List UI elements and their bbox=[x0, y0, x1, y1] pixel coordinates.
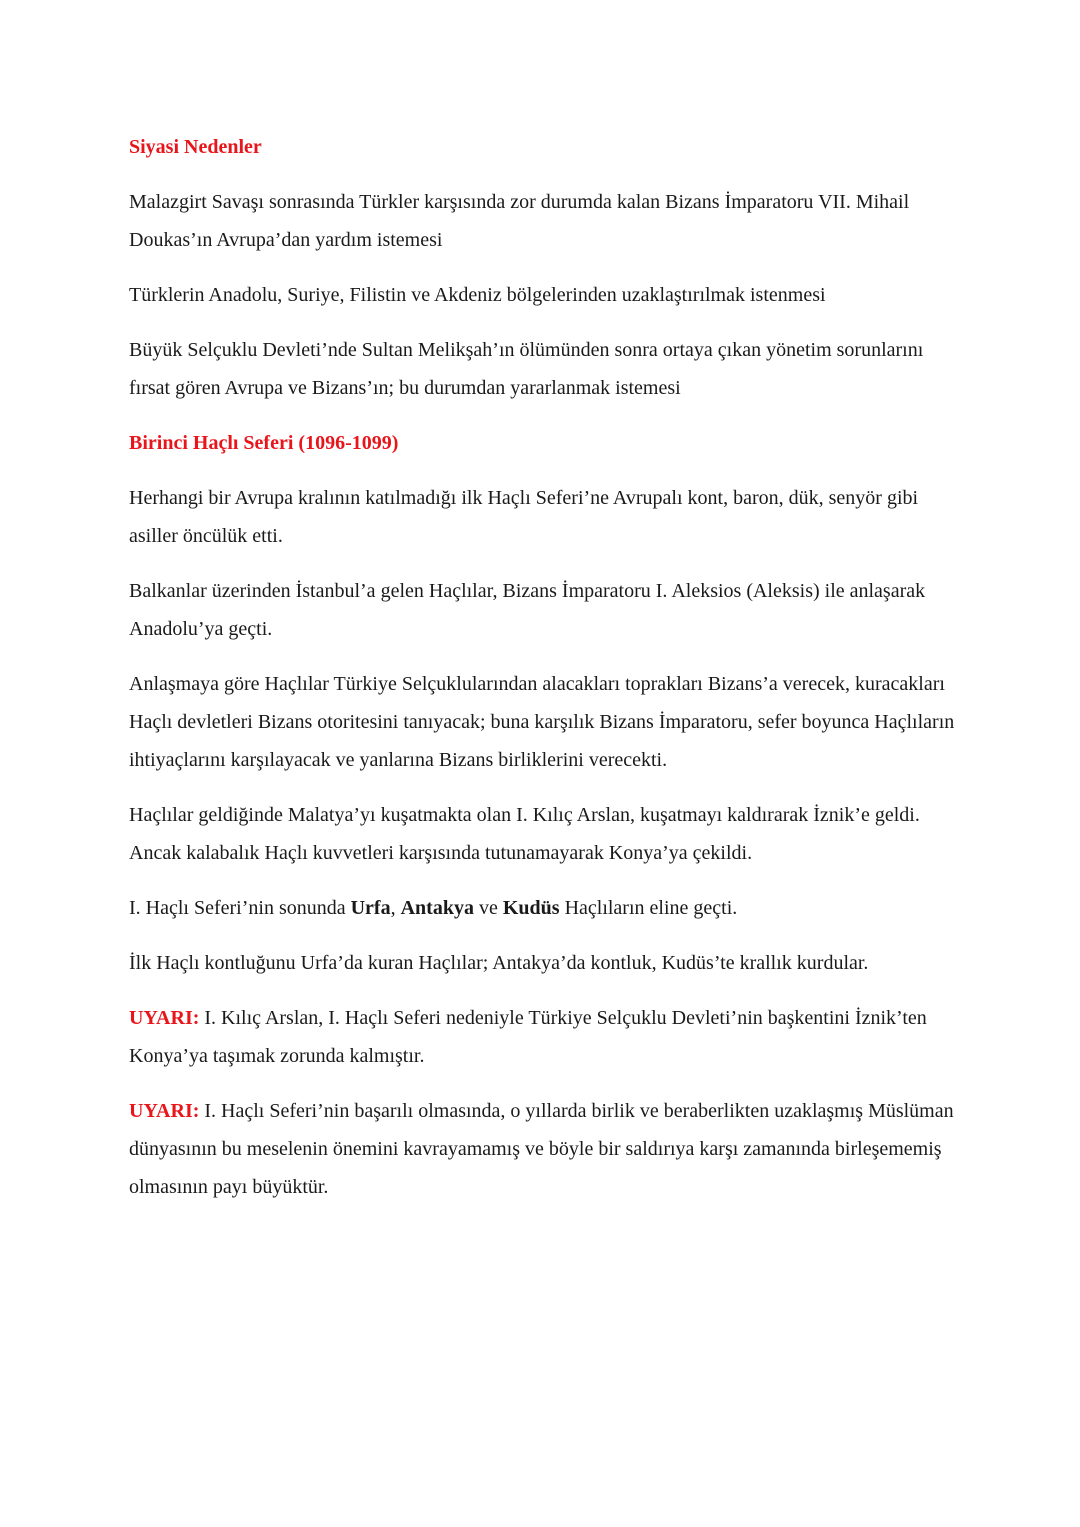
city-urfa: Urfa bbox=[350, 897, 391, 919]
warning-text: I. Kılıç Arslan, I. Haçlı Seferi nedeniyle Türkiye Selçuklu Devleti’nin başkentini İznik’ten Konya’ya taşımak zorunda kalmıştır. bbox=[129, 1007, 927, 1067]
document-page bbox=[129, 128, 959, 1223]
city-antakya: Antakya bbox=[400, 897, 474, 919]
result-paragraph bbox=[129, 889, 959, 927]
result-prefix: I. Haçlı Seferi’nin sonunda bbox=[129, 897, 351, 919]
paragraph: Balkanlar üzerinden İstanbul’a gelen Haçlılar, Bizans İmparatoru I. Aleksios (Aleksis) ile anlaşarak Anadolu’ya geçti. bbox=[129, 580, 926, 640]
section-heading-birinci-hacli-seferi: Birinci Haçlı Seferi (1096-1099) bbox=[129, 432, 399, 454]
result-separator: ve bbox=[473, 897, 503, 919]
warning-label: UYARI: bbox=[129, 1100, 200, 1122]
result-separator: , bbox=[390, 897, 401, 919]
paragraph: Haçlılar geldiğinde Malatya’yı kuşatmakta olan I. Kılıç Arslan, kuşatmayı kaldırarak İznik’e geldi. Ancak kalabalık Haçlı kuvvetleri karşısında tutunamayarak Konya’ya çekildi. bbox=[129, 804, 920, 864]
warning-label: UYARI: bbox=[129, 1007, 200, 1029]
result-suffix: Haçlıların eline geçti. bbox=[559, 897, 738, 919]
paragraph: Türklerin Anadolu, Suriye, Filistin ve Akdeniz bölgelerinden uzaklaştırılmak istenmesi bbox=[129, 284, 826, 306]
city-kudus: Kudüs bbox=[502, 897, 560, 919]
paragraph: Anlaşmaya göre Haçlılar Türkiye Selçuklularından alacakları toprakları Bizans’a verecek, kuracakları Haçlı devletleri Bizans otoritesini tanıyacak; buna karşılık Bizans İmparatoru, sefer boyunca Haçlıların ihtiyaçlarını karşılayacak ve yanlarına Bizans birliklerini verecekti. bbox=[129, 673, 955, 771]
warning-text: I. Haçlı Seferi’nin başarılı olmasında, o yıllarda birlik ve beraberlikten uzaklaşmış Müslüman dünyasının bu meselenin önemini kavrayamamış ve böyle bir saldırıya karşı zamanında birleşememiş olmasının payı büyüktür. bbox=[129, 1100, 954, 1198]
section-heading-siyasi-nedenler: Siyasi Nedenler bbox=[129, 136, 262, 158]
paragraph: Büyük Selçuklu Devleti’nde Sultan Melikşah’ın ölümünden sonra ortaya çıkan yönetim sorunlarını fırsat gören Avrupa ve Bizans’ın; bu durumdan yararlanmak istemesi bbox=[129, 339, 924, 399]
paragraph: İlk Haçlı kontluğunu Urfa’da kuran Haçlılar; Antakya’da kontluk, Kudüs’te krallık kurdular. bbox=[129, 952, 869, 974]
warning-paragraph bbox=[129, 1092, 959, 1206]
paragraph: Malazgirt Savaşı sonrasında Türkler karşısında zor durumda kalan Bizans İmparatoru VII. Mihail Doukas’ın Avrupa’dan yardım istemesi bbox=[129, 191, 910, 251]
paragraph: Herhangi bir Avrupa kralının katılmadığı ilk Haçlı Seferi’ne Avrupalı kont, baron, dük, senyör gibi asiller öncülük etti. bbox=[129, 487, 919, 547]
warning-paragraph bbox=[129, 999, 959, 1075]
